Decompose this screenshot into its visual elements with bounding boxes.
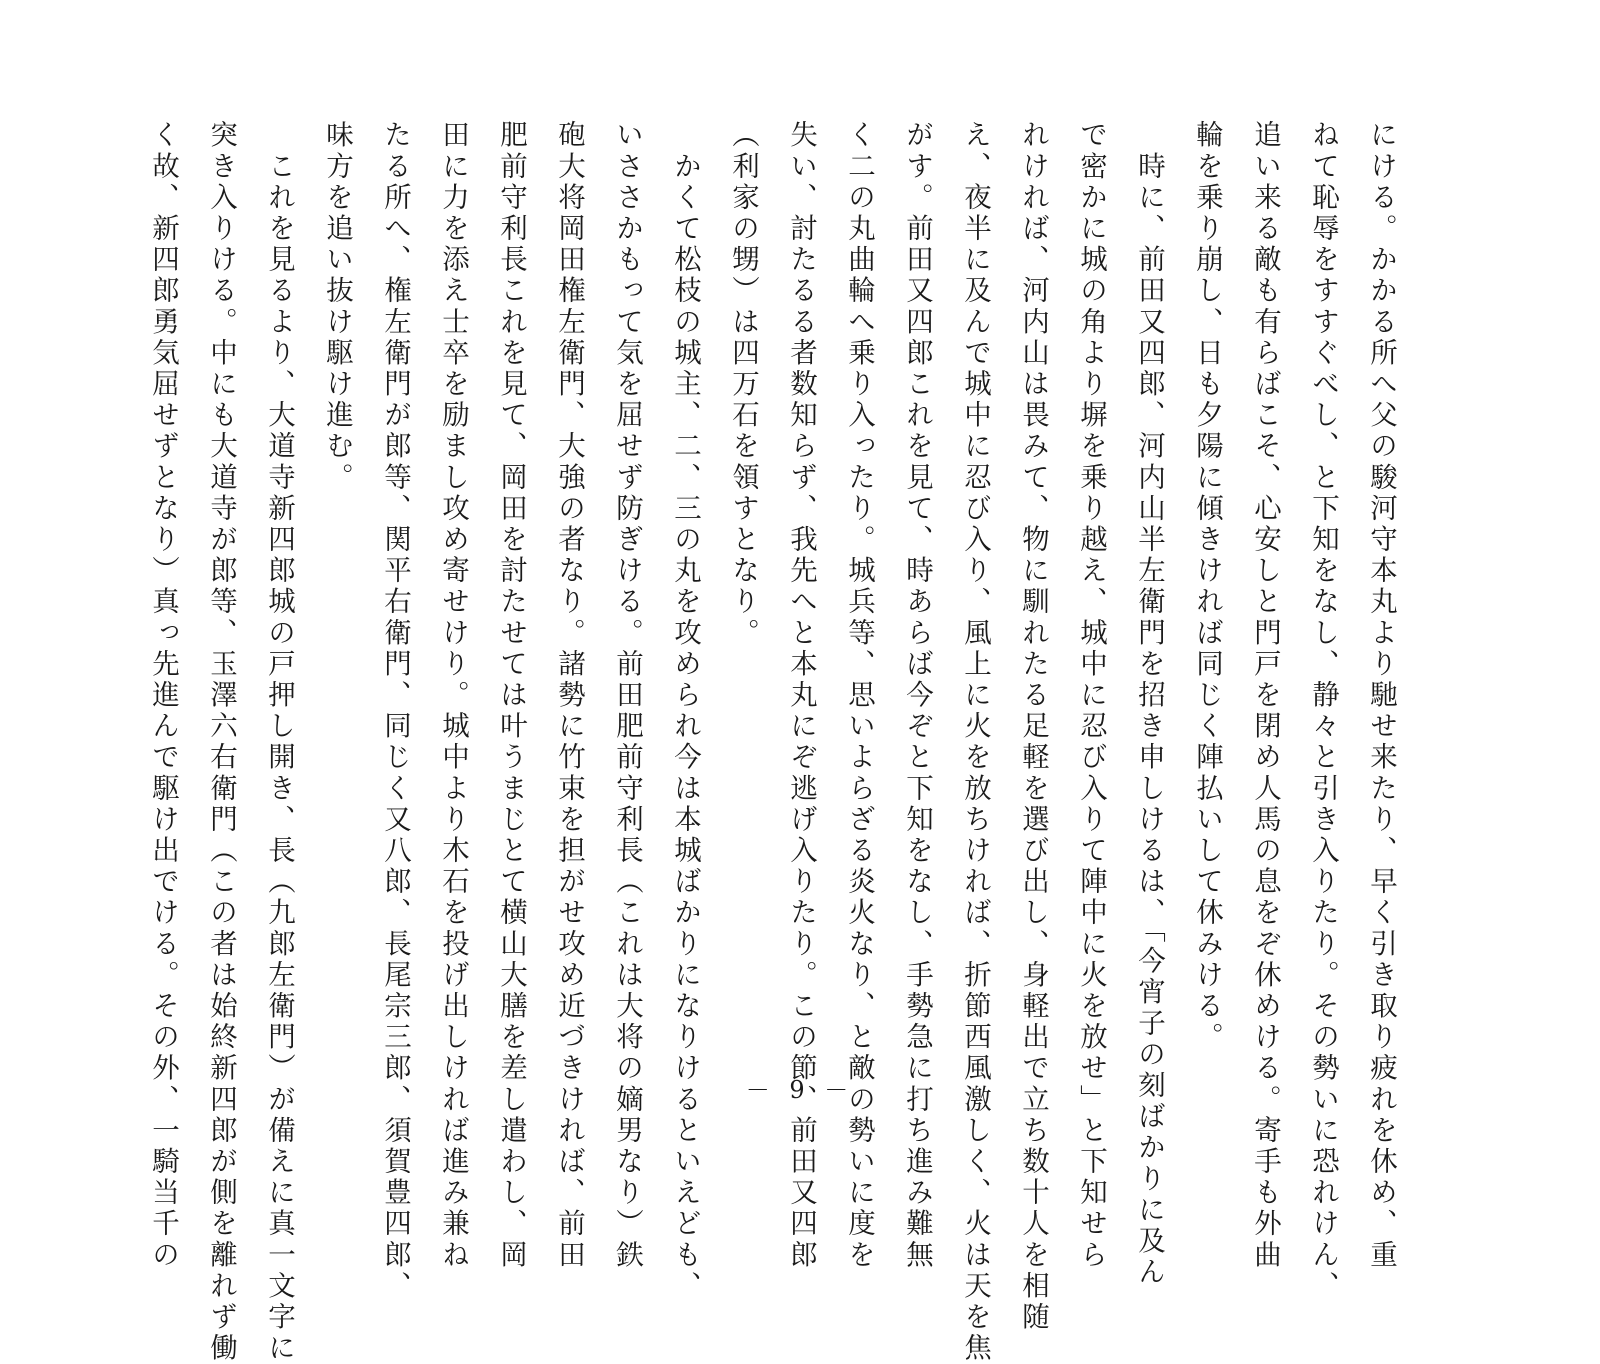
text-column: 輪を乗り崩し、日も夕陽に傾きければ同じく陣払いして休みける。 — [1191, 120, 1223, 1053]
text-column: 肥前守利長これを見て、岡田を討たせては叶うまじとて横山大膳を差し遣わし、岡 — [495, 120, 527, 1271]
text-column: 味方を追い抜け駆け進む。 — [321, 120, 353, 494]
text-column: く故、新四郎勇気屈せずとなり）真っ先進んで駆け出でける。その外、一騎当千の — [147, 120, 179, 1271]
text-column: 田に力を添え士卒を励まし攻め寄せけり。城中より木石を投げ出しければ進み兼ね — [437, 120, 469, 1271]
text-column: いささかもって気を屈せず防ぎける。前田肥前守利長（これは大将の嫡男なり）鉄 — [611, 120, 643, 1271]
text-column: 突き入りける。中にも大道寺が郎等、玉澤六右衛門（この者は始終新四郎が側を離れず働 — [205, 120, 237, 1364]
text-column: にける。かかる所へ父の駿河守本丸より馳せ来たり、早く引き取り疲れを休め、重 — [1365, 120, 1397, 1271]
text-column: れければ、河内山は畏みて、物に馴れたる足軽を選び出し、身軽出で立ち数十人を相随 — [1017, 120, 1049, 1333]
text-column: で密かに城の角より塀を乗り越え、城中に忍び入りて陣中に火を放せ」と下知せら — [1075, 120, 1107, 1271]
text-column: え、夜半に及んで城中に忍び入り、風上に火を放ちければ、折節西風激しく、火は天を焦 — [959, 120, 991, 1364]
text-column: これを見るより、大道寺新四郎城の戸押し開き、長（九郎左衛門）が備えに真一文字に — [263, 120, 295, 1364]
text-column: 失い、討たるる者数知らず、我先へと本丸にぞ逃げ入りたり。この節、前田又四郎 — [785, 120, 817, 1271]
text-column: ねて恥辱をすすぐべし、と下知をなし、静々と引き入りたり。その勢いに恐れけん、 — [1307, 120, 1339, 1302]
page-number: － 9 － — [745, 1076, 855, 1104]
text-column: 時に、前田又四郎、河内山半左衛門を招き申しけるは、「今宵子の刻ばかりに及ん — [1133, 120, 1165, 1289]
text-column: がす。前田又四郎これを見て、時あらば今ぞと下知をなし、手勢急に打ち進み難無 — [901, 120, 933, 1271]
vertical-text-body — [147, 120, 1410, 1364]
text-column: かくて松枝の城主、二、三の丸を攻められ今は本城ばかりになりけるといえども、 — [669, 120, 701, 1302]
text-column: 砲大将岡田権左衛門、大強の者なり。諸勢に竹束を担がせ攻め近づきければ、前田 — [553, 120, 585, 1271]
text-column: く二の丸曲輪へ乗り入ったり。城兵等、思いよらざる炎火なり、と敵の勢いに度を — [843, 120, 875, 1271]
text-column: たる所へ、権左衛門が郎等、関平右衛門、同じく又八郎、長尾宗三郎、須賀豊四郎、 — [379, 120, 411, 1302]
text-column: 追い来る敵も有らばこそ、心安しと門戸を閉め人馬の息をぞ休めける。寄手も外曲 — [1249, 120, 1281, 1271]
text-column: （利家の甥）は四万石を領すとなり。 — [727, 120, 759, 649]
